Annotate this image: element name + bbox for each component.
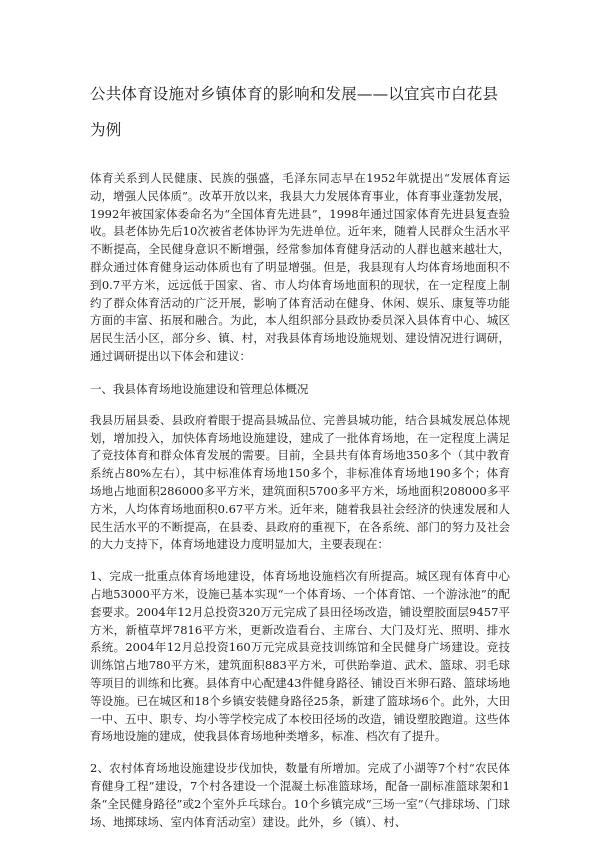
point-2-paragraph: 2、农村体育场地设施建设步伐加快，数量有所增加。完成了小湖等7个村“农民体育健身工程”建设，7个村各建设一个混凝土标准篮球场，配备一副标准篮球架和1条“全民健身路径”或2个室外乒乓球台。10个乡镇完成“三场一室”（气排球场、门球场、地掷球场、室内体育活动室）建设。此外，乡（镇）、村、 (90, 761, 510, 829)
document-title: 公共体育设施对乡镇体育的影响和发展——以宜宾市白花县为例 (90, 85, 499, 139)
point-1-paragraph: 1、完成一批重点体育场地建设，体育场地设施档次有所提高。城区现有体育中心占地53000平方米，设施已基本实现“一个体育场、一个体育馆、一个游泳池”的配套要求。2004年12月总投资320万元完成了县田径场改造，铺设塑胶面层9457平方米，新植草坪7816平方米，更新改造看台、主席台、大门及灯光、照明、排水系统。2004年12月总投资160万元完成县竞技训练馆和全民健身广场建设。竞技训练馆占地780平方米，建筑面积883平方米，可供跆拳道、武术、篮球、羽毛球等项目的训练和比赛。县体育中心配建43件健身路径、铺设百米卵石路、篮球场地等设施。已在城区和18个乡镇安装健身路径25条，新建了篮球场6个。此外，大田一中、五中、职专、均小等学校完成了本校田径场的改造，铺设塑胶跑道。这些体育场地设施的建成，使我县体育场地种类增多，标准、档次有了提升。 (90, 569, 510, 744)
intro-paragraph: 体育关系到人民健康、民族的强盛，毛泽东同志早在1952年就提出“发展体育运动，增强人民体质”。改革开放以来，我县大力发展体育事业，体育事业蓬勃发展，1992年被国家体委命名为“全国体育先进县”，1998年通过国家体育先进县复查验收。县老体协先后10次被省老体协评为先进单位。近年来，随着人民群众生活水平不断提高，全民健身意识不断增强，经常参加体育健身活动的人群也越来越壮大，群众通过体育健身运动体质也有了明显增强。但是，我县现有人均体育场地面积不到0.7平方米，远远低于国家、省、市人均体育场地面积的现状，在一定程度上制约了群众体育活动的广泛开展，影响了体育活动在健身、休闲、娱乐、康复等功能方面的丰富、拓展和融合。为此，本人组织部分县政协委员深入县体育中心、城区居民生活小区，部分乡、镇、村，对我县体育场地设施规划、建设情况进行调研，通过调研提出以下体会和建议： (90, 171, 510, 363)
section-heading: 一、我县体育场地设施建设和管理总体概况 (90, 381, 309, 396)
overview-paragraph: 我县历届县委、县政府着眼于提高县城品位、完善县城功能，结合县城发展总体规划，增加投入，加快体育场地设施建设，建成了一批体育场地，在一定程度上满足了竞技体育和群众体育发展的需要。目前，全县共有体育场地350多个（其中教育系统占80%左右），其中标准体育场地150多个，非标准体育场地190多个；体育场地占地面积286000多平方米，建筑面积5700多平方米，场地面积208000多平方米，人均体育场地面积0.67平方米。近年来，随着我县社会经济的快速发展和人民生活水平的不断提高，在县委、县政府的重视下，在各系统、部门的努力及社会的大力支持下，体育场地建设力度明显加大，主要表现在： (90, 412, 510, 552)
